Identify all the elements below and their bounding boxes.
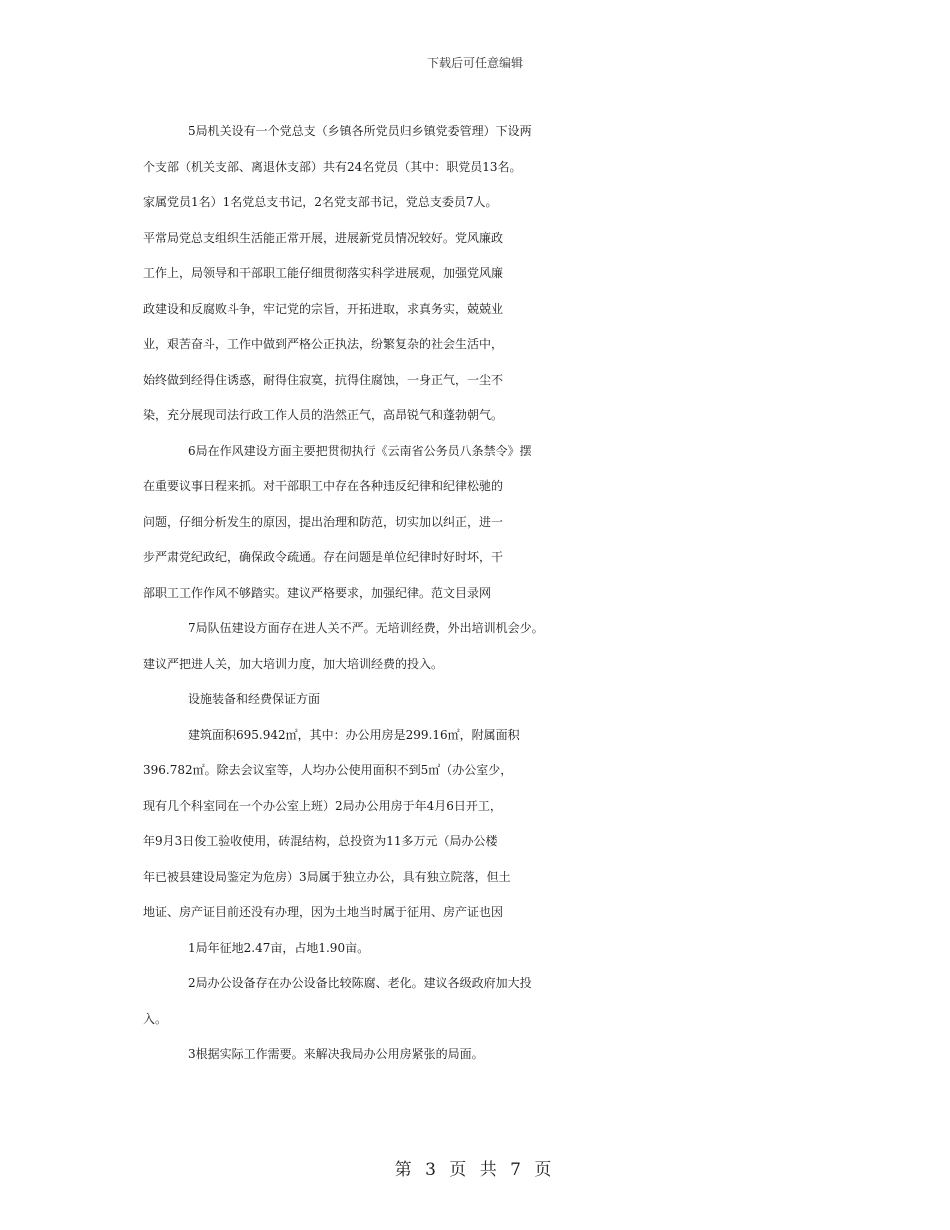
header-note: 下载后可任意编辑: [426, 56, 523, 70]
text-line: 平常局党总支组织生活能正常开展，进展新党员情况较好。党风廉政: [143, 230, 504, 245]
section-heading: 设施装备和经费保证方面: [188, 692, 321, 706]
text-line: 地证、房产证目前还没有办理，因为土地当时属于征用、房产证也因: [143, 905, 504, 919]
text-line: 入。: [143, 1011, 168, 1026]
text-line: 步严肃党纪政纪，确保政令疏通。存在问题是单位纪律时好时坏，干: [143, 550, 504, 564]
text-line: 建议严把进人关，加大培训力度，加大培训经费的投入。: [143, 656, 444, 671]
text-line: 业，艰苦奋斗，工作中做到严格公正执法，纷繁复杂的社会生活中，: [143, 337, 504, 351]
text-line: 问题，仔细分析发生的原因，提出治理和防范，切实加以纠正，进一: [143, 514, 504, 529]
text-line: 1局年征地2.47亩，占地1.90亩。: [188, 940, 370, 955]
text-line: 部职工工作作风不够踏实。建议严格要求，加强纪律。范文目录网: [143, 585, 492, 600]
text-line: 7局队伍建设方面存在进人关不严。无培训经费，外出培训机会少。: [188, 621, 544, 635]
text-line: 2局办公设备存在办公设备比较陈腐、老化。建议各级政府加大投: [188, 976, 532, 990]
text-line: 3根据实际工作需要。来解决我局办公用房紧张的局面。: [188, 1047, 484, 1061]
text-line: 年已被县建设局鉴定为危房）3局属于独立办公，具有独立院落，但土: [143, 869, 511, 884]
text-line: 5局机关设有一个党总支（乡镇各所党员归乡镇党委管理）下设两: [188, 124, 532, 138]
text-line: 工作上，局领导和干部职工能仔细贯彻落实科学进展观，加强党风廉: [143, 266, 504, 280]
text-line: 年9月3日俊工验收使用，砖混结构，总投资为11多万元（局办公楼: [143, 834, 498, 848]
text-line: 396.782㎡。除去会议室等，人均办公使用面积不到5㎡（办公室少，: [143, 763, 513, 777]
text-line: 建筑面积695.942㎡，其中：办公用房是299.16㎡，附属面积: [188, 727, 520, 742]
text-line: 家属党员1名）1名党总支书记，2名党支部书记，党总支委员7人。: [143, 195, 498, 209]
text-line: 在重要议事日程来抓。对干部职工中存在各种违反纪律和纪律松驰的: [143, 479, 504, 493]
text-line: 染，充分展现司法行政工作人员的浩然正气，高昂锐气和蓬勃朝气。: [143, 408, 504, 422]
text-line: 现有几个科室同在一个办公室上班）2局办公用房于年4月6日开工，: [143, 798, 502, 813]
text-line: 个支部（机关支部、离退休支部）共有24名党员（其中：职党员13名。: [143, 159, 522, 174]
page-footer: 第 3 页 共 7 页: [394, 1160, 556, 1180]
text-line: 始终做到经得住诱惑，耐得住寂寞，抗得住腐蚀，一身正气，一尘不: [143, 372, 504, 387]
text-line: 6局在作风建设方面主要把贯彻执行《云南省公务员八条禁令》摆: [188, 443, 532, 458]
text-line: 政建设和反腐败斗争，牢记党的宗旨，开拓进取，求真务实，兢兢业: [143, 301, 504, 316]
document-body: [0, 114, 950, 1073]
